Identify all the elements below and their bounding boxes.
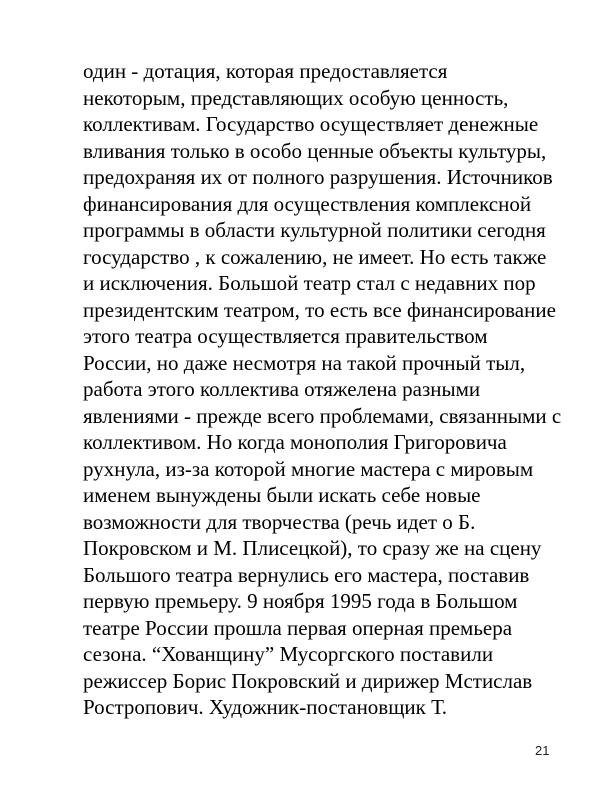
- text-line: рухнула, из-за которой многие мастера с мировым: [83, 456, 534, 481]
- text-line: и исключения. Большой театр стал с недавних пор: [83, 271, 536, 295]
- page-number: 21: [535, 743, 550, 758]
- text-line: работа этого коллектива отяжелена разными: [83, 377, 481, 401]
- text-line: сезона. “Хованщину” Мусоргского поставили: [83, 642, 494, 666]
- text-line: режиссер Борис Покровский и дирижер Мстислав: [83, 668, 533, 693]
- text-line: коллективом. Но когда монополия Григоровича: [83, 430, 507, 454]
- text-line: предохраняя их от полного разрушения. Источников: [83, 165, 553, 189]
- text-line: именем вынуждены были искать себе новые: [83, 483, 481, 507]
- text-line: Покровском и М. Плисецкой), то сразу же на сцену: [83, 536, 542, 560]
- text-line: финансирования для осуществления комплексной: [83, 191, 532, 216]
- text-line: некоторым, представляющих особую ценность,: [83, 85, 509, 110]
- text-line: Ростропович. Художник-постановщик Т.: [83, 695, 448, 719]
- text-line: программы в области культурной политики сегодня: [83, 218, 546, 242]
- text-line: один - дотация, которая предоставляется: [83, 59, 448, 83]
- text-line: этого театра осуществляется правительством: [83, 324, 488, 348]
- text-line: коллективам. Государство осуществляет денежные: [83, 112, 539, 136]
- text-line: вливания только в особо ценные объекты культуры,: [83, 138, 547, 163]
- text-line: возможности для творчества (речь идет о Б.: [83, 509, 476, 534]
- text-line: первую премьеру. 9 ноября 1995 года в Большом: [83, 589, 518, 613]
- text-line: явлениями - прежде всего проблемами, связанными с: [83, 403, 562, 428]
- body-text: [83, 58, 573, 721]
- text-line: президентским театром, то есть все финансирование: [83, 297, 556, 322]
- text-line: Большого театра вернулись его мастера, поставив: [83, 562, 530, 587]
- text-line: государство , к сожалению, не имеет. Но есть также: [83, 244, 547, 269]
- text-line: России, но даже несмотря на такой прочный тыл,: [83, 350, 526, 375]
- text-line: театре России прошла первая оперная премьера: [83, 615, 513, 640]
